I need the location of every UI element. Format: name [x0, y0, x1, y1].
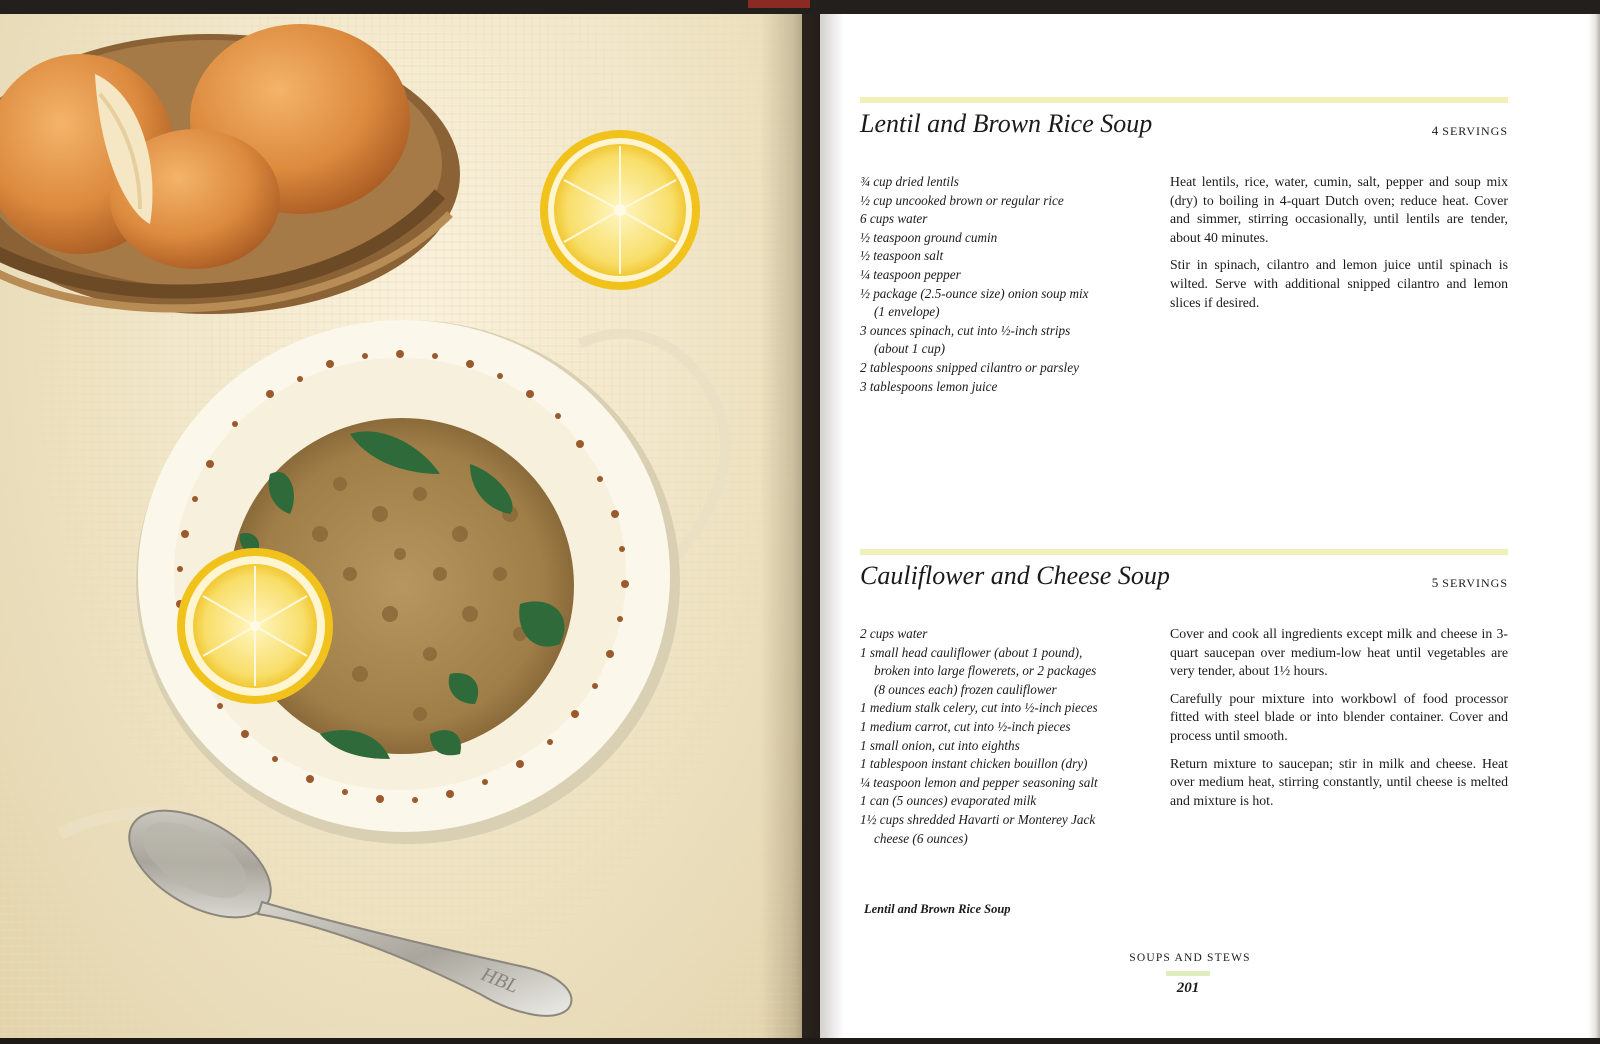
ingredient-line: 1 can (5 ounces) evaporated milk [860, 793, 1037, 809]
recipe-servings [1432, 575, 1508, 591]
recipe-title: Lentil and Brown Rice Soup [860, 109, 1153, 138]
servings-label: SERVINGS [1442, 576, 1508, 590]
recipe-cauliflower-cheese-soup [860, 549, 1508, 846]
ingredient-line: 1 small head cauliflower (about 1 pound), [860, 644, 1083, 660]
direction-paragraph: Heat lentils, rice, water, cumin, salt, pepper and soup mix (dry) to boiling in 4-quart Dutch oven; reduce heat. Cover and simmer, stirring occasionally, until lentils are tender, about 40 minutes. [1170, 174, 1508, 245]
recipe-title: Cauliflower and Cheese Soup [860, 561, 1170, 590]
ingredient-line: ¼ teaspoon pepper [860, 266, 961, 282]
ingredient-line: broken into large flowerets, or 2 packages [874, 663, 1097, 679]
ingredient-line: 2 tablespoons snipped cilantro or parsley [860, 359, 1079, 375]
ingredient-line: 3 ounces spinach, cut into ½-inch strips [860, 322, 1071, 338]
ingredient-line: ½ package (2.5-ounce size) onion soup mix [860, 285, 1089, 301]
ingredient-line: 6 cups water [860, 211, 928, 227]
bread-basket [0, 24, 460, 314]
ingredient-line: (8 ounces each) frozen cauliflower [874, 681, 1057, 697]
servings-number: 5 [1431, 575, 1439, 590]
ingredient-list [860, 173, 1150, 396]
ingredient-line: 1 tablespoon instant chicken bouillon (dry) [860, 756, 1088, 772]
recipe-servings [1432, 123, 1508, 139]
ingredient-line: (1 envelope) [874, 304, 940, 320]
recipe-lentil-brown-rice-soup [860, 97, 1508, 394]
page-number-rule [1166, 971, 1210, 976]
ingredient-line: 1 medium carrot, cut into ½-inch pieces [860, 718, 1071, 734]
section-title: SOUPS AND STEWS [1129, 952, 1251, 964]
photo-illustration [0, 14, 802, 1038]
ingredient-line: ¼ teaspoon lemon and pepper seasoning salt [860, 774, 1098, 790]
recipe-accent-rule [860, 549, 1508, 555]
book-gutter [760, 14, 820, 1038]
book-cover-edge [748, 0, 810, 8]
recipe-directions [1170, 173, 1508, 321]
recipe-accent-rule [860, 97, 1508, 103]
ingredient-line: ½ cup uncooked brown or regular rice [860, 192, 1064, 208]
ingredient-line: ¾ cup dried lentils [860, 174, 959, 189]
book-bottom-edge [0, 1038, 1600, 1044]
direction-paragraph: Return mixture to saucepan; stir in milk and cheese. Heat over medium heat, stirring constantly, until cheese is melted and mixture is hot. [1170, 755, 1508, 808]
page-number: 201 [1176, 980, 1200, 996]
ingredient-line: (about 1 cup) [874, 341, 946, 357]
food-photo [0, 14, 802, 1038]
direction-paragraph: Cover and cook all ingredients except milk and cheese in 3-quart saucepan over medium-low heat until vegetables are very tender, about 1½ hours. [1170, 626, 1508, 679]
lemon-half [540, 130, 700, 290]
ingredient-line: 2 cups water [860, 626, 928, 641]
direction-paragraph: Carefully pour mixture into workbowl of food processor fitted with steel blade or into blender container. Cover and process until smooth. [1170, 690, 1508, 743]
ingredient-line: cheese (6 ounces) [874, 830, 968, 846]
direction-paragraph: Stir in spinach, cilantro and lemon juice until spinach is wilted. Serve with additional snipped cilantro and lemon slices if desired. [1170, 257, 1508, 310]
ingredient-line: ½ teaspoon ground cumin [860, 229, 998, 245]
servings-number: 4 [1431, 123, 1439, 138]
ingredient-line: 3 tablespoons lemon juice [860, 378, 998, 394]
servings-label: SERVINGS [1442, 124, 1508, 138]
ingredient-line: 1 medium stalk celery, cut into ½-inch pieces [860, 700, 1098, 716]
soup-bowl [136, 320, 680, 844]
ingredient-list [860, 625, 1150, 848]
ingredient-line: 1 small onion, cut into eighths [860, 737, 1020, 753]
spoon-monogram: HBL [478, 963, 522, 998]
ingredient-line: ½ teaspoon salt [860, 248, 944, 264]
recipe-directions [1170, 625, 1508, 819]
ingredient-line: 1½ cups shredded Havarti or Monterey Jack [860, 811, 1096, 827]
photo-caption: Lentil and Brown Rice Soup [864, 902, 1011, 916]
book-top-edge [0, 0, 1600, 14]
